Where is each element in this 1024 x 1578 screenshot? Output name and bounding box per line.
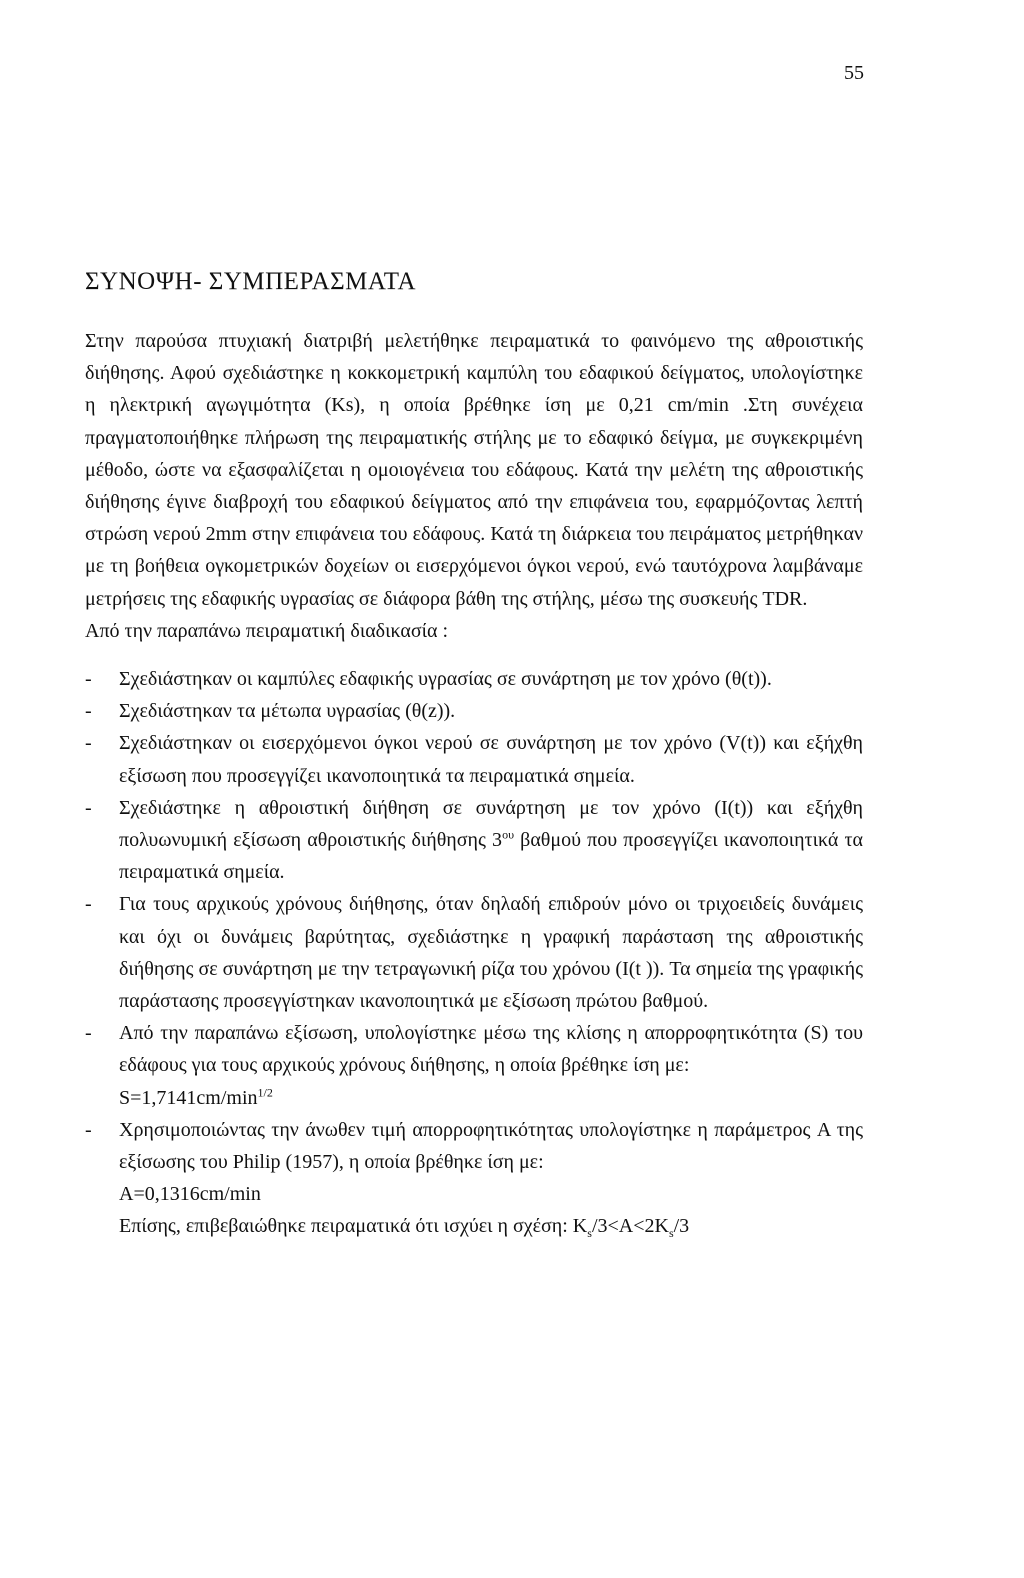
list-item-text: βαθμού που προσεγγίζει ικανοποιητικά τα πειραματικά σημεία. — [119, 829, 863, 884]
formula-text: S=1,7141cm/min — [119, 1086, 258, 1109]
list-item — [85, 888, 863, 1017]
list-item-text: Χρησιμοποιώντας την άνωθεν τιμή απορροφητικότητας υπολογίστηκε η παράμετρος A της εξίσωσης του Philip (1957), η οποία βρέθηκε ίση με: — [119, 1118, 863, 1174]
section-heading: ΣΥΝΟΨΗ- ΣΥΜΠΕΡΑΣΜΑΤΑ — [85, 268, 417, 295]
summary-paragraph: Στην παρούσα πτυχιακή διατριβή μελετήθηκε πειραματικά το φαινόμενο της αθροιστικής διήθησης. Αφού σχεδιάστηκε η κοκκομετρική καμπύλη του εδαφικού δείγματος, υπολογίστηκε η ηλεκτρική αγωγιμότητα (Ks), η οποία βρέθηκε ίση με 0,21 cm/min .Στη συνέχεια πραγματοποιήθηκε πλήρωση της πειραματικής στήλης με το εδαφικό δείγμα, με συγκεκριμένη μέθοδο, ώστε να εξασφαλίζεται η ομοιογένεια του εδάφους. Κατά την μελέτη της αθροιστικής διήθησης έγινε διαβροχή του εδαφικού δείγματος από την επιφάνεια του, εφαρμόζοντας λεπτή στρώση νερού 2mm στην επιφάνεια του εδάφους. Κατά τη διάρκεια του πειράματος μετρήθηκαν με τη βοήθεια ογκομετρικών δοχείων οι εισερχόμενοι όγκοι νερού, ενώ ταυτόχρονα λαμβάναμε μετρήσεις της εδαφικής υγρασίας σε διάφορα βάθη της στήλης, μέσω της συσκευής TDR. — [85, 330, 863, 610]
list-item-text: Από την παραπάνω εξίσωση, υπολογίστηκε μέσω της κλίσης η απορροφητικότητα (S) του εδάφους για τους αρχικούς χρόνους διήθησης, η οποία βρέθηκε ίση με: — [119, 1022, 863, 1077]
final-statement — [85, 1210, 863, 1242]
list-item — [85, 1017, 863, 1114]
list-item — [85, 663, 863, 695]
sorptivity-formula — [119, 1082, 863, 1114]
bullet-dash: - — [85, 893, 92, 916]
list-item-text: Σχεδιάστηκαν οι καμπύλες εδαφικής υγρασίας σε συνάρτηση με τον χρόνο (θ(t)). — [119, 668, 772, 691]
page-number: 55 — [844, 62, 864, 84]
bullet-dash: - — [85, 1118, 92, 1141]
list-item — [85, 792, 863, 889]
list-item-text: Σχεδιάστηκαν οι εισερχόμενοι όγκοι νερού σε συνάρτηση με τον χρόνο (V(t)) και εξήχθη εξίσωση που προσεγγίζει ικανοποιητικά τα πειραματικά σημεία. — [119, 732, 863, 787]
list-item — [85, 1114, 863, 1211]
formula-exponent: 1/2 — [257, 1085, 273, 1100]
list-item-text: Σχεδιάστηκε η αθροιστική διήθηση σε συνάρτηση με τον χρόνο (I(t)) και εξήχθη πολυωνυμική εξίσωση αθροιστικής διήθησης 3 — [119, 796, 863, 852]
list-item-text: Για τους αρχικούς χρόνους διήθησης, όταν δηλαδή επιδρούν μόνο οι τριχοειδείς δυνάμεις και όχι οι δυνάμεις βαρύτητας, σχεδιάστηκε η γραφική παράσταση της αθροιστικής διήθησης σε συνάρτηση με την τετραγωνική ρίζα του χρόνου (I(t )). Τα σημεία της γραφικής παράστασης προσεγγίστηκαν ικανοποιητικά με εξίσωση πρώτου βαθμού. — [119, 893, 863, 1013]
list-item — [85, 727, 863, 791]
conclusions-list — [85, 663, 863, 1210]
bullet-dash: - — [85, 668, 92, 691]
bullet-dash: - — [85, 732, 92, 755]
ordinal-superscript: ου — [502, 827, 515, 842]
bullet-dash: - — [85, 700, 92, 723]
parameter-a-formula: A=0,1316cm/min — [119, 1183, 261, 1206]
final-text: /3<A<2K — [591, 1215, 669, 1238]
bullet-dash: - — [85, 796, 92, 819]
body-content — [85, 325, 863, 1243]
subscript-s: s — [668, 1226, 674, 1241]
bullet-dash: - — [85, 1022, 92, 1045]
final-text: /3 — [673, 1215, 690, 1238]
list-item — [85, 695, 863, 727]
intro-line: Από την παραπάνω πειραματική διαδικασία : — [85, 619, 449, 642]
final-text: Επίσης, επιβεβαιώθηκε πειραματικά ότι ισχύει η σχέση: K — [119, 1215, 588, 1238]
list-item-text: Σχεδιάστηκαν τα μέτωπα υγρασίας (θ(z)). — [119, 700, 456, 723]
subscript-s: s — [587, 1226, 592, 1241]
